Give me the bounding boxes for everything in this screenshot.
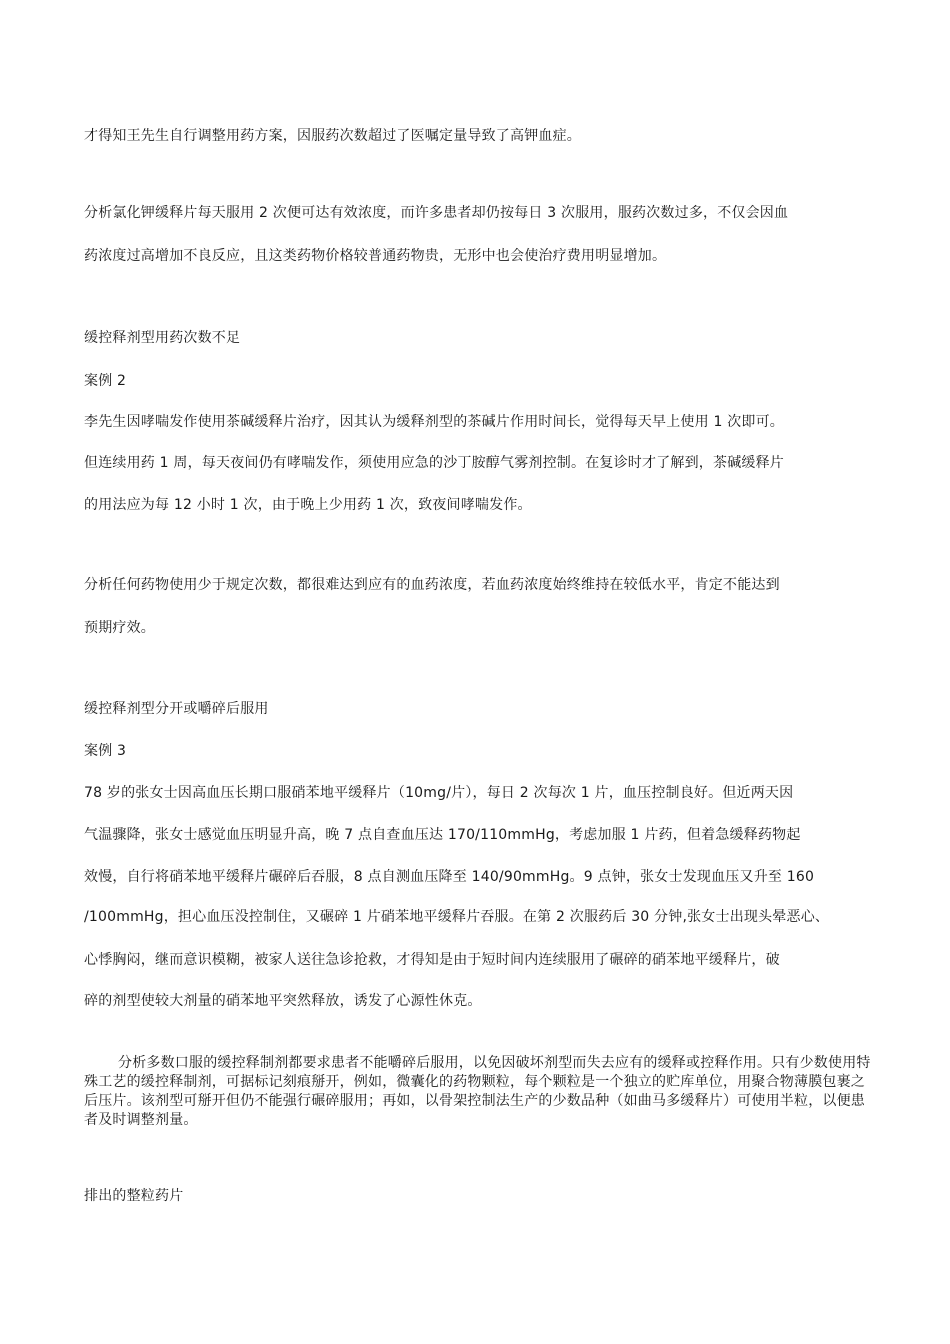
case-text-line: 李先生因哮喘发作使用茶碱缓释片治疗，因其认为缓释剂型的茶碱片作用时间长，觉得每天早上使用 1 次即可。 <box>84 414 785 430</box>
section-heading: 缓控释剂型分开或嚼碎后服用 <box>84 701 269 717</box>
case-text-line: 78 岁的张女士因高血压长期口服硝苯地平缓释片（10mg/片），每日 2 次每次 1 片，血压控制良好。但近两天因 <box>84 785 794 801</box>
case-label: 案例 3 <box>84 743 127 759</box>
analysis-line: 分析氯化钾缓释片每天服用 2 次便可达有效浓度，而许多患者却仍按每日 3 次服用，服药次数过多，不仅会因血 <box>84 205 789 221</box>
analysis-line: 分析任何药物使用少于规定次数，都很难达到应有的血药浓度，若血药浓度始终维持在较低水平，肯定不能达到 <box>84 577 780 593</box>
section-heading: 排出的整粒药片 <box>84 1188 184 1204</box>
case-text-line: 心悸胸闷，继而意识模糊，被家人送往急诊抢救，才得知是由于短时间内连续服用了碾碎的硝苯地平缓释片，破 <box>84 952 780 968</box>
case-text-line: 气温骤降，张女士感觉血压明显升高，晚 7 点自查血压达 170/110mmHg，考虑加服 1 片药，但着急缓释药物起 <box>84 827 801 843</box>
case-text-line: 但连续用药 1 周，每天夜间仍有哮喘发作，须使用应急的沙丁胺醇气雾剂控制。在复诊时才了解到，茶碱缓释片 <box>84 455 785 471</box>
analysis-paragraph: 分析多数口服的缓控释制剂都要求患者不能嚼碎后服用，以免因破坏剂型而失去应有的缓释或控释作用。只有少数使用特殊工艺的缓控释制剂，可据标记刻痕掰开，例如，微囊化的药物颗粒，每个颗粒是一个独立的贮库单位，用聚合物薄膜包裹之后压片。该剂型可掰开但仍不能强行碾碎服用；再如，以骨架控制法生产的少数品种（如曲马多缓释片）可使用半粒，以便患者及时调整剂量。 <box>84 1055 871 1128</box>
analysis-line: 药浓度过高增加不良反应，且这类药物价格较普通药物贵，无形中也会使治疗费用明显增加。 <box>84 248 667 264</box>
analysis-line: 预期疗效。 <box>84 620 155 636</box>
case-text-line: 碎的剂型使较大剂量的硝苯地平突然释放，诱发了心源性休克。 <box>84 993 482 1009</box>
text-line: 才得知王先生自行调整用药方案，因服药次数超过了医嘱定量导致了高钾血症。 <box>84 128 581 144</box>
case-text-line: /100mmHg，担心血压没控制住，又碾碎 1 片硝苯地平缓释片吞服。在第 2 次服药后 30 分钟,张女士出现头晕恶心、 <box>84 909 830 925</box>
case-text-line: 的用法应为每 12 小时 1 次，由于晚上少用药 1 次，致夜间哮喘发作。 <box>84 497 532 513</box>
case-text-line: 效慢，自行将硝苯地平缓释片碾碎后吞服，8 点自测血压降至 140/90mmHg。9 点钟，张女士发现血压又升至 160 <box>84 869 815 885</box>
section-heading: 缓控释剂型用药次数不足 <box>84 330 241 346</box>
case-label: 案例 2 <box>84 373 127 389</box>
